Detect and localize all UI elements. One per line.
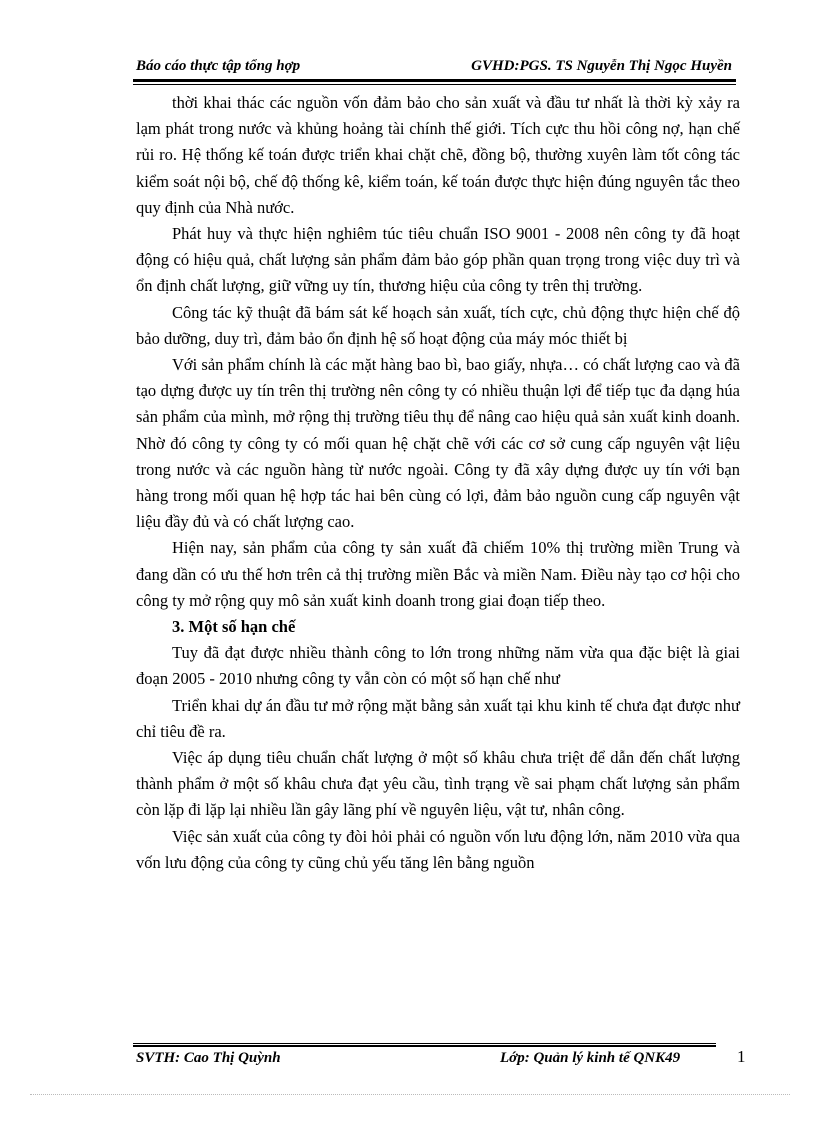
paragraph: Triển khai dự án đầu tư mở rộng mặt bằng sản xuất tại khu kinh tế chưa đạt được như chỉ tiêu đề ra. — [136, 695, 740, 741]
section-heading: 3. Một số hạn chế — [172, 617, 296, 637]
paragraph: Hiện nay, sản phẩm của công ty sản xuất đã chiếm 10% thị trường miền Trung và đang dần có ưu thế hơn trên cả thị trường miền Bắc và miền Nam. Điều này tạo cơ hội cho công ty mở rộng quy mô sản xuất kinh doanh trong giai đoạn tiếp theo. — [136, 538, 740, 610]
paragraph: Việc sản xuất của công ty đòi hỏi phải có nguồn vốn lưu động lớn, năm 2010 vừa qua vốn lưu động của công ty cũng chủ yếu tăng lên bằng nguồn — [136, 826, 740, 872]
page-footer — [133, 1046, 753, 1070]
header-report-title: Báo cáo thực tập tổng hợp — [136, 58, 301, 74]
page-bottom-divider — [30, 1094, 790, 1095]
footer-student: SVTH: Cao Thị Quỳnh — [136, 1050, 281, 1066]
paragraph: Với sản phẩm chính là các mặt hàng bao bì, bao giấy, nhựa… có chất lượng cao và đã tạo dựng được uy tín trên thị trường nên công ty có nhiều thuận lợi để tiếp tục đa dạng húa sản phẩm của mình, mở rộng thị trường tiêu thụ để nâng cao hiệu quả sản xuất kinh doanh. Nhờ đó công ty công ty có mối quan hệ chặt chẽ với các cơ sở cung cấp nguyên vật liệu trong nước và các nguồn hàng từ nước ngoài. Công ty đã xây dựng được uy tín với bạn hàng trong mối quan hệ hợp tác hai bên cùng có lợi, đảm bảo nguồn cung cấp nguyên vật liệu đầy đủ và có chất lượng cao. — [136, 355, 740, 532]
paragraph: thời khai thác các nguồn vốn đảm bảo cho sản xuất và đầu tư nhất là thời kỳ xảy ra lạm phát trong nước và khủng hoảng tài chính thế giới. Tích cực thu hồi công nợ, hạn chế rủi ro. Hệ thống kế toán được triển khai chặt chẽ, đồng bộ, thường xuyên làm tốt công tác kiểm soát nội bộ, chế độ thống kê, kiểm toán, kế toán được thực hiện đúng nguyên tắc theo quy định của Nhà nước. — [136, 93, 740, 217]
paragraph: Phát huy và thực hiện nghiêm túc tiêu chuẩn ISO 9001 - 2008 nên công ty đã hoạt động có hiệu quả, chất lượng sản phẩm đảm bảo góp phần quan trọng trong việc duy trì và ổn định chất lượng, giữ vững uy tín, thương hiệu của công ty trên thị trường. — [136, 224, 740, 296]
paragraph: Công tác kỹ thuật đã bám sát kế hoạch sản xuất, tích cực, chủ động thực hiện chế độ bảo dưỡng, duy trì, đảm bảo ổn định hệ số hoạt động của máy móc thiết bị — [136, 302, 740, 348]
page-number: 1 — [737, 1047, 746, 1066]
header-rule-thin — [133, 84, 736, 85]
header-rule-thick — [133, 79, 736, 82]
footer-rule-thin — [133, 1043, 716, 1044]
paragraph: Tuy đã đạt được nhiều thành công to lớn trong những năm vừa qua đặc biệt là giai đoạn 2005 - 2010 nhưng công ty vẫn còn có một số hạn chế như — [136, 643, 740, 689]
paragraph: Việc áp dụng tiêu chuẩn chất lượng ở một số khâu chưa triệt để dẫn đến chất lượng thành phẩm ở một số khâu chưa đạt yêu cầu, tình trạng về sai phạm chất lượng sản phẩm còn lặp đi lặp lại nhiều lần gây lãng phí về nguyên liệu, vật tư, nhân công. — [136, 748, 740, 820]
footer-class: Lớp: Quản lý kinh tế QNK49 — [500, 1050, 681, 1066]
header-advisor: GVHD:PGS. TS Nguyễn Thị Ngọc Huyền — [471, 58, 732, 74]
document-body — [136, 90, 740, 876]
